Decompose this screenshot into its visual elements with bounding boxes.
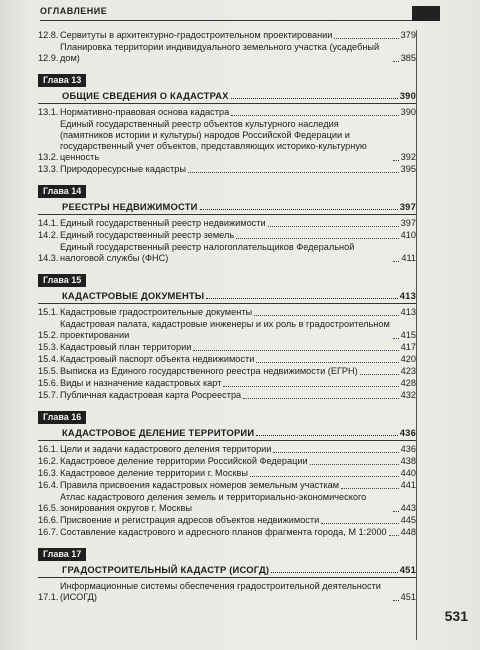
toc-entry-number: 17.1. <box>38 592 59 602</box>
dot-leader <box>254 315 399 316</box>
dot-leader <box>310 464 399 465</box>
running-header <box>40 6 440 20</box>
chapter-title: РЕЕСТРЫ НЕДВИЖИМОСТИ <box>62 201 198 212</box>
toc-entry-page: 432 <box>400 390 416 400</box>
toc-entry-title: Выписка из Единого государственного реестра недвижимости (ЕГРН) <box>60 366 358 376</box>
toc-entry-title: Атлас кадастрового деления земель и территориально-экономического зонирования округов г. Москвы <box>60 492 367 513</box>
dot-leader <box>341 488 399 489</box>
dot-leader <box>393 160 399 161</box>
side-rule <box>416 30 425 640</box>
toc-entry-number: 15.7. <box>38 390 59 400</box>
toc-entry <box>38 342 416 353</box>
toc-entry <box>38 30 416 41</box>
toc-entry <box>38 390 416 401</box>
toc-entry <box>38 307 416 318</box>
toc-entry-title: Кадастровое деление территории г. Москвы <box>60 468 249 478</box>
chapter-title: КАДАСТРОВЫЕ ДОКУМЕНТЫ <box>62 290 205 301</box>
toc-entry-title: Кадастровое деление территории Российской Федерации <box>60 456 308 466</box>
toc-entry-page: 420 <box>400 354 416 364</box>
toc-entry-number: 16.5. <box>38 503 59 513</box>
toc-entry-number: 16.7. <box>38 527 59 537</box>
toc-entry-title: Природоресурсные кадастры <box>60 164 186 174</box>
chapter-title: ГРАДОСТРОИТЕЛЬНЫЙ КАДАСТР (ИСОГД) <box>62 564 270 575</box>
toc-entry-title: Информационные системы обеспечения градостроительной деятельности (ИСОГД) <box>60 581 381 602</box>
toc-entry-title: Кадастровый паспорт объекта недвижимости <box>60 354 255 364</box>
dot-leader <box>188 172 399 173</box>
toc-entry-title: Единый государственный реестр налогоплательщиков Федеральной налоговой службы (ФНС) <box>60 242 355 263</box>
toc-entry <box>38 378 416 389</box>
toc-entry-title: Публичная кадастровая карта Росреестра <box>60 390 242 400</box>
dot-leader <box>231 115 398 116</box>
toc-entry-number: 16.6. <box>38 515 59 525</box>
toc-entry-number: 12.8. <box>38 30 59 40</box>
toc-entry-title: Правила присвоения кадастровых номеров земельным участкам <box>60 480 340 490</box>
dot-leader <box>389 535 399 536</box>
table-of-contents <box>38 30 416 607</box>
toc-entry-page: 395 <box>400 164 416 174</box>
chapter-title-row <box>38 564 416 575</box>
dot-leader <box>334 38 398 39</box>
toc-entry-page: 413 <box>400 307 416 317</box>
toc-entry-number: 15.1. <box>38 307 59 317</box>
toc-entry-page: 438 <box>400 456 416 466</box>
toc-entry-number: 16.4. <box>38 480 59 490</box>
chapter-block <box>38 70 416 175</box>
toc-entry-number: 15.6. <box>38 378 59 388</box>
toc-entry-page: 410 <box>400 230 416 240</box>
toc-entry-title: Нормативно-правовая основа кадастра <box>60 107 230 117</box>
chapter-title-row <box>38 427 416 438</box>
toc-entry-number: 14.1. <box>38 218 59 228</box>
toc-entry-title: Планировка территории индивидуального земельного участка (усадебный дом) <box>60 42 380 63</box>
dot-leader <box>393 600 399 601</box>
dot-leader <box>236 238 399 239</box>
chapter-tag: Глава 16 <box>38 411 86 424</box>
chapter-block <box>38 270 416 401</box>
toc-entry <box>38 42 416 64</box>
toc-entry <box>38 480 416 491</box>
toc-entry-page: 417 <box>400 342 416 352</box>
toc-entry <box>38 319 416 341</box>
toc-entry-number: 16.1. <box>38 444 59 454</box>
toc-entry-page: 397 <box>400 218 416 228</box>
toc-entry-page: 415 <box>400 330 416 340</box>
chapter-tag: Глава 15 <box>38 274 86 287</box>
toc-entry <box>38 527 416 538</box>
toc-entry <box>38 218 416 229</box>
chapter-block <box>38 544 416 603</box>
toc-entry-page: 451 <box>400 592 416 602</box>
toc-entry-page: 390 <box>400 107 416 117</box>
dot-leader <box>193 350 398 351</box>
dot-leader <box>393 61 399 62</box>
toc-entry <box>38 366 416 377</box>
dot-leader <box>223 386 398 387</box>
toc-entry <box>38 119 416 163</box>
dot-leader <box>393 338 399 339</box>
toc-entry <box>38 581 416 603</box>
chapter-rule <box>38 103 416 104</box>
toc-entry-page: 441 <box>400 480 416 490</box>
toc-entry-number: 15.5. <box>38 366 59 376</box>
dot-leader <box>268 226 399 227</box>
dot-leader <box>256 435 397 436</box>
toc-entry-number: 13.1. <box>38 107 59 117</box>
toc-entry <box>38 492 416 514</box>
toc-entry-number: 14.3. <box>38 253 59 263</box>
toc-entry-title: Виды и назначение кадастровых карт <box>60 378 222 388</box>
toc-entry-title: Цели и задачи кадастрового деления территории <box>60 444 272 454</box>
chapter-block <box>38 181 416 264</box>
dot-leader <box>243 398 398 399</box>
dot-leader <box>360 374 399 375</box>
toc-entry-page: 423 <box>400 366 416 376</box>
toc-entry-title: Присвоение и регистрация адресов объектов недвижимости <box>60 515 320 525</box>
chapter-title-row <box>38 290 416 301</box>
toc-entry-page: 411 <box>401 253 416 263</box>
chapter-tag: Глава 14 <box>38 185 86 198</box>
chapter-title: КАДАСТРОВОЕ ДЕЛЕНИЕ ТЕРРИТОРИИ <box>62 427 255 438</box>
chapter-title-row <box>38 201 416 212</box>
toc-entry-title: Кадастровые градостроительные документы <box>60 307 253 317</box>
header-black-tab <box>412 6 440 21</box>
chapter-rule <box>38 440 416 441</box>
toc-entry-number: 12.9. <box>38 53 59 63</box>
toc-entry-number: 13.3. <box>38 164 59 174</box>
dot-leader <box>393 261 399 262</box>
dot-leader <box>200 209 398 210</box>
toc-entry-title: Единый государственный реестр объектов культурного наследия (памятников истории и культуры) народов Российской Федерации и государственный учет объектов, представляющих историко-культурную ценность <box>60 119 367 162</box>
toc-entry-number: 15.3. <box>38 342 59 352</box>
toc-entry-page: 440 <box>400 468 416 478</box>
toc-entry-number: 15.2. <box>38 330 59 340</box>
chapter-page: 413 <box>399 290 416 301</box>
toc-entry-number: 15.4. <box>38 354 59 364</box>
toc-entry <box>38 230 416 241</box>
chapter-rule <box>38 214 416 215</box>
toc-entry <box>38 164 416 175</box>
toc-entry <box>38 515 416 526</box>
toc-entry-title: Единый государственный реестр недвижимости <box>60 218 266 228</box>
toc-entry-page: 443 <box>400 503 416 513</box>
toc-entry-number: 13.2. <box>38 152 59 162</box>
toc-entry <box>38 242 416 264</box>
header-label: ОГЛАВЛЕНИЕ <box>40 6 108 16</box>
chapter-page: 451 <box>399 564 416 575</box>
toc-entry <box>38 468 416 479</box>
toc-entry-page: 428 <box>400 378 416 388</box>
toc-entry-title: Единый государственный реестр земель <box>60 230 235 240</box>
toc-entry-title: Сервитуты в архитектурно-градостроительном проектировании <box>60 30 333 40</box>
toc-entry <box>38 354 416 365</box>
toc-entry-page: 445 <box>400 515 416 525</box>
toc-entry-number: 14.2. <box>38 230 59 240</box>
dot-leader <box>271 572 398 573</box>
toc-entry <box>38 107 416 118</box>
chapter-title: ОБЩИЕ СВЕДЕНИЯ О КАДАСТРАХ <box>62 90 229 101</box>
dot-leader <box>256 362 398 363</box>
chapter-rule <box>38 303 416 304</box>
chapter-rule <box>38 577 416 578</box>
dot-leader <box>206 298 398 299</box>
dot-leader <box>250 476 399 477</box>
chapter-title-row <box>38 90 416 101</box>
chapter-page: 397 <box>399 201 416 212</box>
toc-entry-page: 436 <box>400 444 416 454</box>
toc-entry-number: 16.3. <box>38 468 59 478</box>
dot-leader <box>273 452 398 453</box>
toc-entry-title: Кадастровая палата, кадастровые инженеры и их роль в градостроительном проектировании <box>60 319 390 340</box>
toc-entry-page: 385 <box>400 53 416 63</box>
toc-entry-page: 448 <box>400 527 416 537</box>
chapter-page: 436 <box>399 427 416 438</box>
dot-leader <box>393 511 399 512</box>
page-number: 531 <box>444 608 468 624</box>
dot-leader <box>231 98 398 99</box>
toc-entry <box>38 444 416 455</box>
toc-entry <box>38 456 416 467</box>
toc-entry-number: 16.2. <box>38 456 59 466</box>
chapter-tag: Глава 17 <box>38 548 86 561</box>
toc-entry-page: 392 <box>400 152 416 162</box>
toc-entry-title: Составление кадастрового и адресного планов фрагмента города, М 1:2000 <box>60 527 387 537</box>
toc-entry-title: Кадастровый план территории <box>60 342 192 352</box>
chapter-tag: Глава 13 <box>38 74 86 87</box>
chapter-block <box>38 407 416 538</box>
chapter-page: 390 <box>399 90 416 101</box>
dot-leader <box>321 523 398 524</box>
header-rule <box>40 20 412 21</box>
toc-entry-page: 379 <box>400 30 416 40</box>
